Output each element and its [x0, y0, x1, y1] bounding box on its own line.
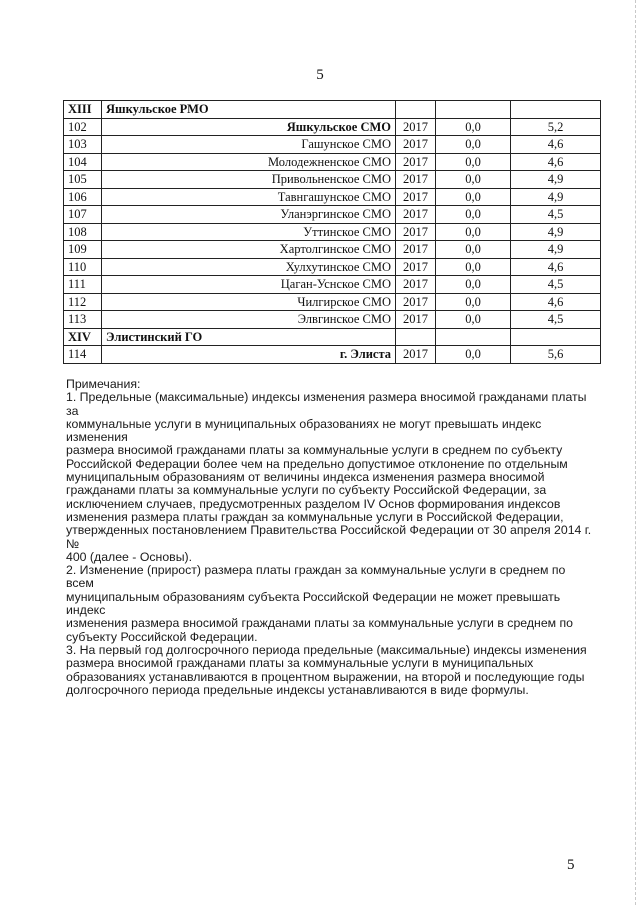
value-cell-2: 5,2	[511, 118, 601, 136]
value-cell-1: 0,0	[436, 136, 511, 154]
note-line: Российской Федерации более чем на предельно допустимое отклонение по отдельным	[66, 456, 568, 471]
note-line: долгосрочного периода предельные индексы устанавливаются в виде формулы.	[66, 682, 529, 697]
year-cell: 2017	[396, 136, 436, 154]
empty-cell	[396, 101, 436, 119]
note-line: муниципальным образованиям субъекта Российской Федерации не может превышать индекс	[66, 589, 561, 618]
note-line: изменения размера вносимой гражданами платы за коммунальные услуги в среднем по	[66, 616, 574, 631]
table-row	[64, 293, 601, 311]
value-cell-2: 4,6	[511, 258, 601, 276]
value-cell-1: 0,0	[436, 171, 511, 189]
row-number: 107	[64, 206, 102, 224]
year-cell: 2017	[396, 293, 436, 311]
table-row	[64, 258, 601, 276]
row-number: 108	[64, 223, 102, 241]
year-cell: 2017	[396, 346, 436, 364]
value-cell-1: 0,0	[436, 153, 511, 171]
value-cell-1: 0,0	[436, 206, 511, 224]
year-cell: 2017	[396, 241, 436, 259]
municipality-name: Уттинское СМО	[102, 223, 396, 241]
note-3	[66, 644, 594, 697]
year-cell: 2017	[396, 311, 436, 329]
year-cell: 2017	[396, 118, 436, 136]
note-2	[66, 564, 594, 644]
value-cell-1: 0,0	[436, 118, 511, 136]
table-row	[64, 188, 601, 206]
note-line: утвержденных постановлением Правительства Российской Федерации от 30 апреля 2014 г. №	[66, 523, 592, 551]
row-number: 103	[64, 136, 102, 154]
note-line: муниципальным образованиям от величины индекса изменения размера вносимой	[66, 470, 545, 485]
value-cell-1: 0,0	[436, 223, 511, 241]
row-number: 110	[64, 258, 102, 276]
row-number: 104	[64, 153, 102, 171]
table-row	[64, 153, 601, 171]
empty-cell	[511, 328, 601, 346]
year-cell: 2017	[396, 171, 436, 189]
year-cell: 2017	[396, 223, 436, 241]
year-cell: 2017	[396, 206, 436, 224]
table-row	[64, 206, 601, 224]
empty-cell	[396, 328, 436, 346]
municipality-name: г. Элиста	[102, 346, 396, 364]
table-body	[64, 101, 601, 364]
value-cell-1: 0,0	[436, 311, 511, 329]
note-1	[66, 391, 594, 564]
row-number: 105	[64, 171, 102, 189]
municipality-name: Привольненское СМО	[102, 171, 396, 189]
municipality-name: Чилгирское СМО	[102, 293, 396, 311]
note-line: образованиях устанавливаются в процентном выражении, на второй и последующие годы	[66, 669, 585, 684]
value-cell-2: 4,5	[511, 276, 601, 294]
group-roman-numeral: XIII	[64, 101, 102, 119]
value-cell-1: 0,0	[436, 276, 511, 294]
year-cell: 2017	[396, 276, 436, 294]
row-number: 109	[64, 241, 102, 259]
value-cell-1: 0,0	[436, 258, 511, 276]
indices-table	[63, 100, 601, 364]
row-number: 114	[64, 346, 102, 364]
row-number: 102	[64, 118, 102, 136]
group-header-row	[64, 328, 601, 346]
row-number: 106	[64, 188, 102, 206]
value-cell-2: 4,6	[511, 293, 601, 311]
table-row	[64, 118, 601, 136]
municipality-name: Молодежненское СМО	[102, 153, 396, 171]
note-line: 1. Предельные (максимальные) индексы изменения размера вносимой гражданами платы за	[66, 390, 587, 418]
page-number-bottom: 5	[567, 857, 575, 873]
row-number: 113	[64, 311, 102, 329]
value-cell-2: 4,9	[511, 171, 601, 189]
table-row	[64, 311, 601, 329]
note-line: изменения размера платы граждан за коммунальные услуги в Российской Федерации,	[66, 509, 564, 524]
value-cell-2: 4,5	[511, 206, 601, 224]
year-cell: 2017	[396, 153, 436, 171]
year-cell: 2017	[396, 188, 436, 206]
empty-cell	[511, 101, 601, 119]
note-line: субъекту Российской Федерации.	[66, 629, 258, 644]
value-cell-1: 0,0	[436, 293, 511, 311]
note-line: коммунальные услуги в муниципальных образованиях не могут превышать индекс изменения	[66, 416, 542, 445]
municipality-name: Цаган-Уснское СМО	[102, 276, 396, 294]
group-title: Элистинский ГО	[102, 328, 396, 346]
note-line: 3. На первый год долгосрочного периода предельные (максимальные) индексы изменения	[66, 642, 587, 657]
note-line: 2. Изменение (прирост) размера платы граждан за коммунальные услуги в среднем по всем	[66, 563, 566, 591]
municipality-name: Хулхутинское СМО	[102, 258, 396, 276]
notes-section	[66, 378, 594, 697]
table-row	[64, 346, 601, 364]
table-row	[64, 241, 601, 259]
table-row	[64, 223, 601, 241]
group-title: Яшкульское РМО	[102, 101, 396, 119]
page-edge-line	[635, 0, 636, 905]
year-cell: 2017	[396, 258, 436, 276]
municipality-name: Яшкульское СМО	[102, 118, 396, 136]
note-line: размера вносимой гражданами платы за коммунальные услуги в муниципальных	[66, 656, 534, 671]
value-cell-2: 4,9	[511, 223, 601, 241]
group-roman-numeral: XIV	[64, 328, 102, 346]
municipality-name: Тавнгашунское СМО	[102, 188, 396, 206]
value-cell-2: 4,6	[511, 153, 601, 171]
value-cell-2: 4,9	[511, 188, 601, 206]
municipality-name: Гашунское СМО	[102, 136, 396, 154]
value-cell-2: 4,6	[511, 136, 601, 154]
row-number: 112	[64, 293, 102, 311]
note-line: 400 (далее - Основы).	[66, 549, 193, 564]
empty-cell	[436, 101, 511, 119]
value-cell-1: 0,0	[436, 346, 511, 364]
value-cell-2: 4,5	[511, 311, 601, 329]
group-header-row	[64, 101, 601, 119]
empty-cell	[436, 328, 511, 346]
note-line: исключением случаев, предусмотренных разделом IV Основ формирования индексов	[66, 496, 561, 511]
row-number: 111	[64, 276, 102, 294]
note-line: размера вносимой гражданами платы за коммунальные услуги в среднем по субъекту	[66, 443, 563, 458]
table-row	[64, 136, 601, 154]
municipality-name: Элвгинское СМО	[102, 311, 396, 329]
value-cell-2: 5,6	[511, 346, 601, 364]
page-number-top: 5	[316, 67, 324, 83]
municipality-name: Уланэргинское СМО	[102, 206, 396, 224]
municipality-name: Хартолгинское СМО	[102, 241, 396, 259]
table-row	[64, 276, 601, 294]
value-cell-1: 0,0	[436, 188, 511, 206]
notes-heading: Примечания:	[66, 377, 141, 391]
value-cell-2: 4,9	[511, 241, 601, 259]
value-cell-1: 0,0	[436, 241, 511, 259]
table-row	[64, 171, 601, 189]
note-line: гражданами платы за коммунальные услуги по субъекту Российской Федерации, за	[66, 483, 547, 498]
